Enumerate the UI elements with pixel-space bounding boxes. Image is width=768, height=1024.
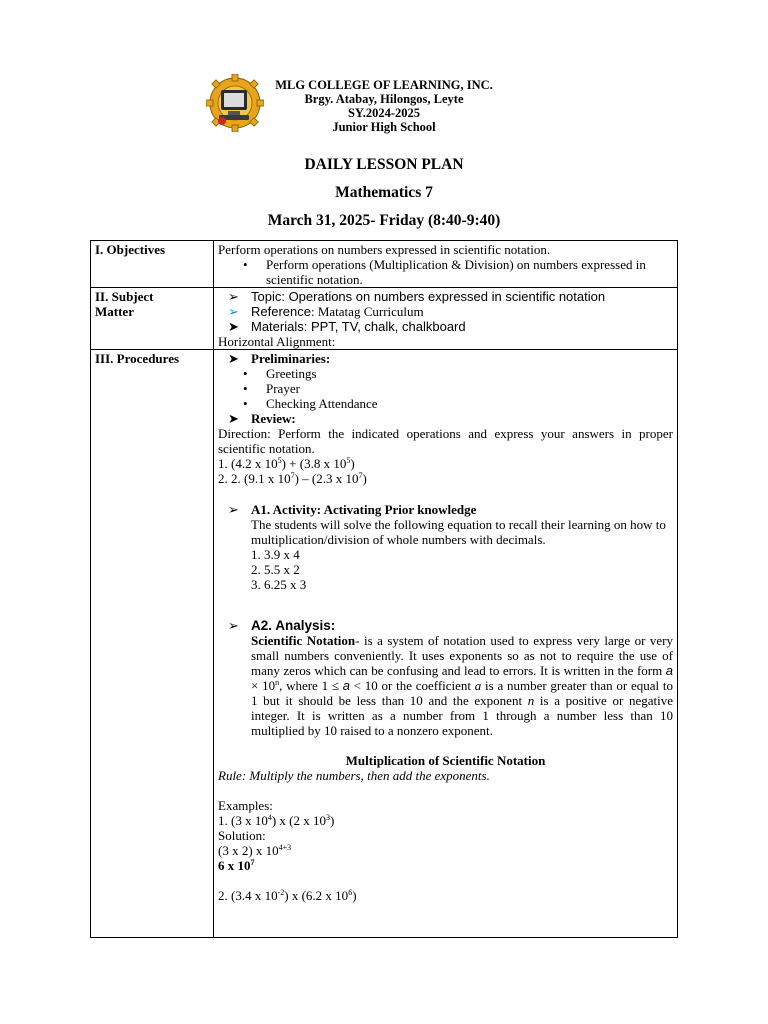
bullet-icon: • [243, 381, 248, 396]
procedures-content [214, 350, 678, 938]
examples-label: Examples: [218, 798, 273, 813]
document-titles [0, 156, 768, 240]
arrow-bullet-icon: ➢ [228, 289, 239, 304]
solution-line: (3 x 2) x $10^{4+3}$ [218, 843, 292, 858]
arrow-bullet-icon: ➤ [228, 411, 239, 426]
prelim-item: • Checking Attendance [243, 396, 378, 411]
procedures-label: III. Procedures [91, 350, 214, 938]
subject-matter-label: II. Subject Matter [91, 288, 214, 350]
arrow-bullet-icon: ➢ [228, 502, 239, 517]
analysis-heading: ➢ A2. Analysis: [228, 618, 336, 633]
review-heading: ➤ Review: [228, 411, 296, 426]
review-item: 2. 2. (9.1 x $10^7) - (2.3$ x $10^7$) [218, 471, 367, 486]
activity-item: 3. 6.25 x 3 [251, 577, 307, 592]
arrow-bullet-icon: ➢ [228, 304, 239, 319]
prelim-item: • Prayer [243, 381, 300, 396]
objectives-row [91, 241, 678, 288]
arrow-bullet-icon: ➤ [228, 319, 239, 334]
solution-answer: 6 x $10^7$ [218, 858, 255, 873]
prelim-item: • Greetings [243, 366, 317, 381]
school-header [0, 78, 768, 134]
arrow-bullet-icon: ➢ [228, 618, 239, 633]
school-name: MLG COLLEGE OF LEARNING, INC. [275, 78, 493, 92]
arrow-bullet-icon: ➤ [228, 351, 239, 366]
school-address: Brgy. Atabay, Hilongos, Leyte [304, 92, 464, 106]
activity-heading: ➢ A1. Activity: Activating Prior knowledge [228, 502, 477, 517]
reference-item: ➢ Reference: Matatag Curriculum [228, 304, 424, 319]
scientific-notation-definition: Scientific Notation- is a system of notation used to express very large or very small numbers conveniently. It uses exponents so as not to require the use of many zeros which can be confusing and lead to errors. It is written in the form $a \times 10^n$, where 1 ≤ a < 10 or the coefficient a is a number greater than or equal to 1 but it should be less than 10 and the exponent n is a positive or negative integer. It is written as a number from 1 through a number less than 10 multiplied by 10 raised to a nonzero exponent. [251, 633, 674, 738]
example-2: 2. (3.4 x $10^{-2}$) x (6.2 x $10^6$) [218, 888, 357, 903]
review-direction: Direction: Perform the indicated operations and express your answers in proper scientific notation. [218, 426, 673, 456]
school-year: SY.2024-2025 [347, 106, 421, 120]
procedures-row [91, 350, 678, 938]
doc-date: March 31, 2025- Friday (8:40-9:40) [267, 212, 501, 229]
subject-matter-content [214, 288, 678, 350]
activity-item: 1. 3.9 x 4 [251, 547, 300, 562]
doc-subject: Mathematics 7 [335, 184, 433, 201]
activity-text: The students will solve the following equation to recall their learning on how to multiplication/division of whole numbers with decimals. [251, 517, 666, 547]
objective-main: Perform operations on numbers expressed in scientific notation. [218, 242, 551, 257]
topic-item: ➢ Topic: Operations on numbers expressed in scientific notation [228, 289, 606, 304]
school-level: Junior High School [332, 120, 436, 134]
bullet-icon: • [243, 257, 248, 272]
materials-item: ➤ Materials: PPT, TV, chalk, chalkboard [228, 319, 466, 334]
objective-bullet: • Perform operations (Multiplication & Division) on numbers expressed in scientific notation. [243, 257, 646, 287]
example-1: 1. (3 x $10^4$) x (2 x $10^3$) [218, 813, 335, 828]
preliminaries-heading: ➤ Preliminaries: [228, 351, 331, 366]
subject-matter-row [91, 288, 678, 350]
activity-item: 2. 5.5 x 2 [251, 562, 300, 577]
horizontal-alignment: Horizontal Alignment: [218, 334, 336, 349]
doc-title: DAILY LESSON PLAN [304, 156, 464, 173]
objectives-label: I. Objectives [91, 241, 214, 288]
review-item: 1. (4.2 x $10^5) + (3.8$ x $10^5$) [218, 456, 355, 471]
objectives-content [214, 241, 678, 288]
multiplication-rule: Rule: Multiply the numbers, then add the exponents. [218, 768, 490, 783]
solution-label: Solution: [218, 828, 266, 843]
bullet-icon: • [243, 366, 248, 381]
multiplication-heading: Multiplication of Scientific Notation [345, 753, 546, 768]
bullet-icon: • [243, 396, 248, 411]
lesson-plan-table [90, 240, 678, 938]
